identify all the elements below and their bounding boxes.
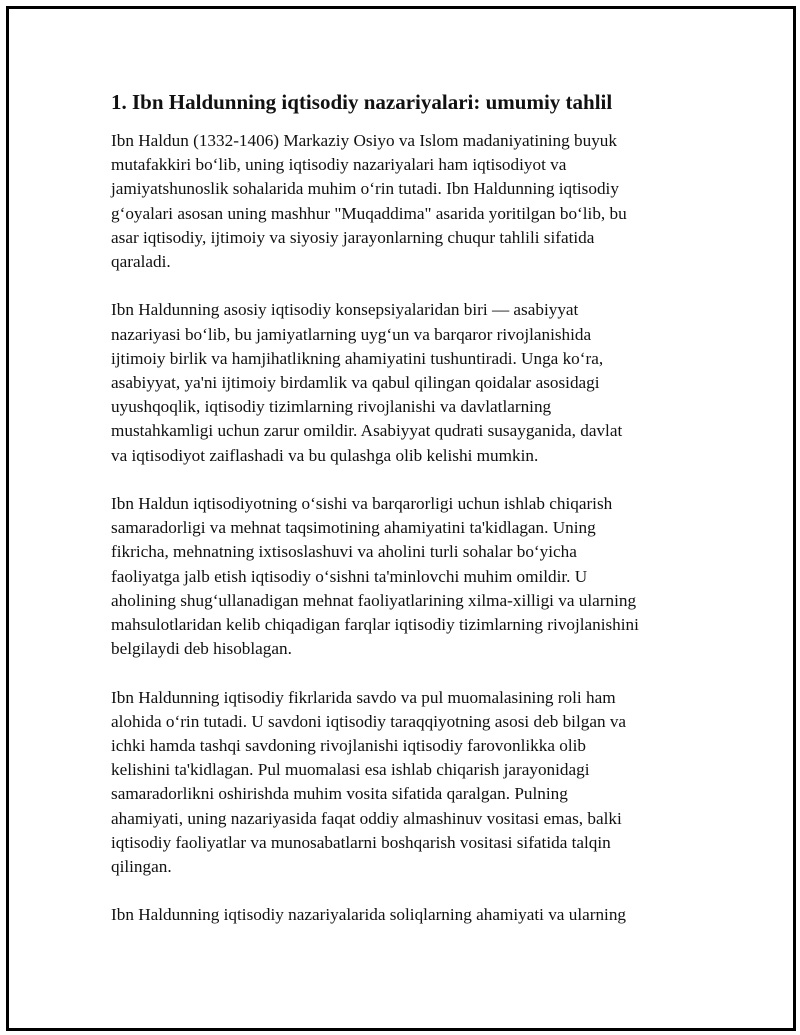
section-heading: 1. Ibn Haldunning iqtisodiy nazariyalari: umumiy tahlil xyxy=(111,90,613,114)
paragraph xyxy=(111,492,691,661)
paragraph-line: mahsulotlaridan kelib chiqadigan farqlar iqtisodiy tizimlarning rivojlanishini xyxy=(111,615,639,635)
paragraph-line: Ibn Haldunning asosiy iqtisodiy konsepsiyalaridan biri — asabiyyat xyxy=(111,300,579,320)
paragraph-line: samaradorligi va mehnat taqsimotining ahamiyatini ta'kidlagan. Uning xyxy=(111,518,596,538)
paragraph-line: Ibn Haldun (1332-1406) Markaziy Osiyo va Islom madaniyatining buyuk xyxy=(111,131,617,150)
paragraph-line: ahamiyati, uning nazariyasida faqat oddiy almashinuv vositasi emas, balki xyxy=(111,808,622,828)
paragraph-line: ijtimoiy birlik va hamjihatlikning ahamiyatini tushuntiradi. Unga ko‘ra, xyxy=(111,348,604,368)
paragraph xyxy=(111,686,691,880)
paragraph-line: uyushqoqlik, iqtisodiy tizimlarning rivojlanishi va davlatlarning xyxy=(111,397,552,417)
paragraph xyxy=(111,129,691,274)
paragraph-line: faoliyatga jalb etish iqtisodiy o‘sishni ta'minlovchi muhim omildir. U xyxy=(111,566,588,586)
paragraph-line: fikricha, mehnatning ixtisoslashuvi va aholini turli sohalar bo‘yicha xyxy=(111,542,577,562)
paragraph-line: va iqtisodiyot zaiflashadi va bu qulashga olib kelishi mumkin. xyxy=(111,445,539,465)
paragraph-line: asabiyyat, ya'ni ijtimoiy birdamlik va qabul qilingan qoidalar asosidagi xyxy=(111,373,600,393)
paragraph-line: mustahkamligi uchun zarur omildir. Asabiyyat qudrati susayganida, davlat xyxy=(111,421,623,441)
paragraph-line: Ibn Haldun iqtisodiyotning o‘sishi va barqarorligi uchun ishlab chiqarish xyxy=(111,494,613,514)
paragraph-line: kelishini ta'kidlagan. Pul muomalasi esa ishlab chiqarish jarayonidagi xyxy=(111,760,590,780)
paragraph-line: g‘oyalari asosan uning mashhur "Muqaddima" asarida yoritilgan bo‘lib, bu xyxy=(111,203,627,223)
paragraph-line: qilingan. xyxy=(111,857,172,877)
paragraph-line: Ibn Haldunning iqtisodiy nazariyalarida soliqlarning ahamiyati va ularning xyxy=(111,905,627,925)
paragraph-line: samaradorlikni oshirishda muhim vosita sifatida qaralgan. Pulning xyxy=(111,784,568,804)
paragraph-line: ichki hamda tashqi savdoning rivojlanishi iqtisodiy farovonlikka olib xyxy=(111,736,586,756)
paragraph-line: belgilaydi deb hisoblagan. xyxy=(111,639,292,659)
paragraph xyxy=(111,903,691,927)
paragraph xyxy=(111,298,691,467)
paragraph-line: aholining shug‘ullanadigan mehnat faoliyatlarining xilma-xilligi va ularning xyxy=(111,590,637,610)
paragraph-line: qaraladi. xyxy=(111,252,171,272)
paragraph-line: Ibn Haldunning iqtisodiy fikrlarida savdo va pul muomalasining roli ham xyxy=(111,687,616,707)
paragraph-line: nazariyasi bo‘lib, bu jamiyatlarning uyg‘un va barqaror rivojlanishida xyxy=(111,324,592,344)
paragraph-line: jamiyatshunoslik sohalarida muhim o‘rin tutadi. Ibn Haldunning iqtisodiy xyxy=(111,179,619,199)
paragraph-line: asar iqtisodiy, ijtimoiy va siyosiy jarayonlarning chuqur tahlili sifatida xyxy=(111,227,595,247)
document-body xyxy=(111,88,691,952)
paragraph-line: alohida o‘rin tutadi. U savdoni iqtisodiy taraqqiyotning asosi deb bilgan va xyxy=(111,711,627,731)
paragraph-line: iqtisodiy faoliyatlar va munosabatlarni boshqarish vositasi sifatida talqin xyxy=(111,832,611,852)
paragraph-list xyxy=(111,129,691,928)
paragraph-line: mutafakkiri bo‘lib, uning iqtisodiy nazariyalari ham iqtisodiyot va xyxy=(111,155,567,175)
